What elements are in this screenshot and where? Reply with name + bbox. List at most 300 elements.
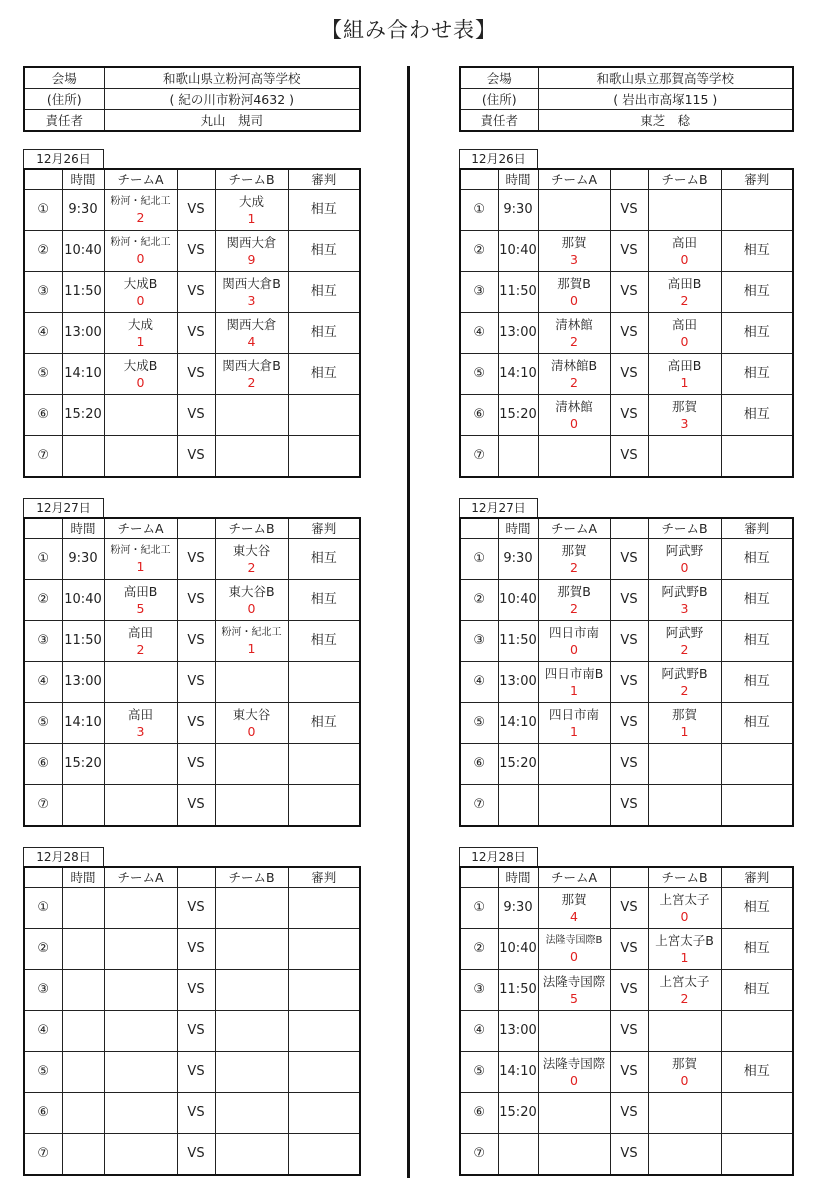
match-row <box>460 231 793 272</box>
match-number: ① <box>460 888 498 929</box>
header-team-b: チームB <box>648 867 721 888</box>
team-b-cell <box>215 436 288 478</box>
referee-cell: 相互 <box>721 354 793 395</box>
referee-cell: 相互 <box>288 190 360 231</box>
match-row <box>460 539 793 580</box>
team-a-cell <box>104 970 177 1011</box>
match-time: 11:50 <box>62 272 104 313</box>
referee-cell <box>288 785 360 827</box>
match-time: 13:00 <box>62 662 104 703</box>
match-row <box>24 395 360 436</box>
team-a-cell <box>104 703 177 744</box>
team-a-score: 1 <box>570 683 578 698</box>
team-a-score <box>539 799 610 814</box>
team-a-score: 0 <box>570 416 578 431</box>
team-a-cell <box>538 313 610 354</box>
match-time: 14:10 <box>498 1052 538 1093</box>
team-b-cell <box>215 662 288 703</box>
match-row <box>460 580 793 621</box>
match-time: 15:20 <box>62 744 104 785</box>
team-a-cell <box>538 231 610 272</box>
team-a-name: 清林館B <box>550 358 598 373</box>
team-b-score: 2 <box>680 293 689 308</box>
team-b-cell <box>648 436 721 478</box>
referee-cell <box>721 436 793 478</box>
team-b-score <box>216 758 288 773</box>
team-a-cell <box>538 1134 610 1176</box>
match-time: 9:30 <box>62 539 104 580</box>
team-b-score <box>649 204 721 219</box>
team-a-score <box>105 450 177 465</box>
vs-label: VS <box>610 395 648 436</box>
match-time <box>62 970 104 1011</box>
match-time: 14:10 <box>62 354 104 395</box>
team-b-cell <box>215 1134 288 1176</box>
venue-name: 和歌山県立粉河高等学校 <box>104 67 360 89</box>
team-b-name: 高田B <box>667 276 702 291</box>
match-time <box>62 785 104 827</box>
header-referee: 審判 <box>721 867 793 888</box>
vs-label: VS <box>177 313 215 354</box>
match-time: 10:40 <box>498 929 538 970</box>
venue-manager: 東芝 稔 <box>538 110 793 132</box>
match-number: ④ <box>460 1011 498 1052</box>
referee-cell: 相互 <box>288 231 360 272</box>
team-b-cell <box>215 621 288 662</box>
team-b-cell <box>215 539 288 580</box>
team-b-score <box>649 1025 721 1040</box>
match-number: ⑤ <box>24 703 62 744</box>
venue-name: 和歌山県立那賀高等学校 <box>538 67 793 89</box>
vs-label: VS <box>610 662 648 703</box>
referee-cell <box>721 1011 793 1052</box>
match-number: ② <box>24 929 62 970</box>
team-b-score <box>216 1148 288 1163</box>
address-label: (住所) <box>460 89 538 110</box>
match-time: 13:00 <box>62 313 104 354</box>
vs-label: VS <box>177 1052 215 1093</box>
match-time <box>498 785 538 827</box>
header-referee: 審判 <box>288 867 360 888</box>
address-label: (住所) <box>24 89 104 110</box>
team-b-cell <box>215 231 288 272</box>
header-no <box>24 169 62 190</box>
header-vs <box>177 518 215 539</box>
day-schedule-table <box>23 517 361 827</box>
team-a-cell <box>538 621 610 662</box>
referee-cell: 相互 <box>288 313 360 354</box>
team-b-score <box>649 1107 721 1122</box>
header-team-a: チームA <box>538 518 610 539</box>
team-a-name: 法隆寺国際 <box>542 1056 606 1071</box>
match-time: 13:00 <box>498 1011 538 1052</box>
team-a-cell <box>104 580 177 621</box>
team-b-score <box>216 1107 288 1122</box>
team-a-score: 0 <box>570 642 578 657</box>
header-referee: 審判 <box>721 169 793 190</box>
team-a-cell <box>538 888 610 929</box>
referee-cell: 相互 <box>721 888 793 929</box>
match-row <box>24 313 360 354</box>
team-a-name: 高田B <box>123 584 158 599</box>
day-schedule-table <box>23 168 361 478</box>
team-b-score <box>216 1025 288 1040</box>
team-b-cell <box>648 231 721 272</box>
team-b-name: 上宮太子 <box>659 974 710 989</box>
vs-label: VS <box>177 703 215 744</box>
team-b-cell <box>215 785 288 827</box>
match-number: ⑦ <box>460 785 498 827</box>
header-vs <box>610 867 648 888</box>
match-row <box>24 785 360 827</box>
match-row <box>24 190 360 231</box>
team-b-name: 上宮太子B <box>655 933 714 948</box>
referee-cell: 相互 <box>721 662 793 703</box>
team-b-name: 阿武野B <box>661 584 708 599</box>
team-b-score: 1 <box>247 640 256 656</box>
referee-cell <box>288 1011 360 1052</box>
header-no <box>24 867 62 888</box>
team-b-score: 0 <box>247 724 256 739</box>
referee-cell <box>288 744 360 785</box>
team-b-score <box>216 450 288 465</box>
team-a-score: 2 <box>570 334 578 349</box>
team-b-score: 0 <box>680 334 689 349</box>
team-b-name: 関西大倉 <box>226 235 277 250</box>
referee-cell: 相互 <box>721 539 793 580</box>
vs-label: VS <box>610 621 648 662</box>
team-a-name: 粉河・紀北工 <box>110 195 171 207</box>
match-number: ⑦ <box>24 436 62 478</box>
match-time <box>62 888 104 929</box>
match-number: ④ <box>24 1011 62 1052</box>
team-a-cell <box>104 1011 177 1052</box>
referee-cell: 相互 <box>721 580 793 621</box>
header-team-a: チームA <box>104 518 177 539</box>
team-b-name: 東大谷 <box>232 543 271 558</box>
match-row <box>24 744 360 785</box>
vs-label: VS <box>177 888 215 929</box>
match-row <box>460 1011 793 1052</box>
referee-cell <box>721 785 793 827</box>
match-time: 10:40 <box>498 231 538 272</box>
team-a-name: 四日市南 <box>548 707 599 722</box>
referee-cell: 相互 <box>721 703 793 744</box>
match-time <box>62 1052 104 1093</box>
match-row <box>460 744 793 785</box>
match-number: ① <box>24 539 62 580</box>
vs-label: VS <box>177 436 215 478</box>
match-row <box>460 1052 793 1093</box>
team-b-cell <box>215 744 288 785</box>
venue-address: ( 紀の川市粉河4632 ) <box>104 89 360 110</box>
team-b-cell <box>648 1093 721 1134</box>
team-a-cell <box>538 272 610 313</box>
team-b-score <box>649 799 721 814</box>
team-a-cell <box>104 190 177 231</box>
team-b-score: 3 <box>247 293 256 308</box>
team-a-name: 粉河・紀北工 <box>110 544 171 556</box>
match-row <box>24 621 360 662</box>
team-a-score <box>539 1107 610 1122</box>
team-a-cell <box>538 703 610 744</box>
referee-cell <box>288 1134 360 1176</box>
vs-label: VS <box>610 272 648 313</box>
header-vs <box>177 867 215 888</box>
referee-cell: 相互 <box>721 1052 793 1093</box>
team-a-cell <box>104 1093 177 1134</box>
match-time: 13:00 <box>498 662 538 703</box>
team-b-cell <box>215 1011 288 1052</box>
match-row <box>24 1093 360 1134</box>
header-referee: 審判 <box>288 518 360 539</box>
team-b-cell <box>648 272 721 313</box>
team-b-name: 那賀 <box>671 1056 697 1071</box>
team-b-score <box>216 409 288 424</box>
team-b-name: 関西大倉B <box>222 358 281 373</box>
referee-cell: 相互 <box>721 395 793 436</box>
header-time: 時間 <box>62 169 104 190</box>
match-number: ① <box>24 888 62 929</box>
referee-cell <box>288 436 360 478</box>
referee-cell <box>288 929 360 970</box>
team-b-score: 2 <box>247 375 256 390</box>
team-b-score <box>216 1066 288 1081</box>
referee-cell: 相互 <box>721 970 793 1011</box>
team-a-score <box>105 1025 177 1040</box>
referee-cell <box>721 190 793 231</box>
match-row <box>24 580 360 621</box>
team-a-score: 3 <box>570 252 578 267</box>
match-number: ⑦ <box>24 785 62 827</box>
match-number: ③ <box>24 272 62 313</box>
day-date-label: 12月27日 <box>459 498 538 517</box>
team-b-cell <box>215 354 288 395</box>
match-time <box>498 436 538 478</box>
referee-cell: 相互 <box>721 929 793 970</box>
match-number: ⑤ <box>24 354 62 395</box>
match-time: 11:50 <box>62 621 104 662</box>
team-a-score <box>105 1107 177 1122</box>
team-b-score <box>216 676 288 691</box>
referee-cell: 相互 <box>721 313 793 354</box>
match-number: ③ <box>460 970 498 1011</box>
header-vs <box>177 169 215 190</box>
match-row <box>460 662 793 703</box>
team-b-cell <box>648 621 721 662</box>
vs-label: VS <box>177 662 215 703</box>
venue-table-left <box>23 66 361 132</box>
team-b-cell <box>215 272 288 313</box>
vs-label: VS <box>177 190 215 231</box>
team-b-score: 0 <box>680 252 689 267</box>
header-no <box>460 518 498 539</box>
match-time: 15:20 <box>62 395 104 436</box>
match-time: 10:40 <box>498 580 538 621</box>
day-date-label: 12月27日 <box>23 498 104 517</box>
referee-cell: 相互 <box>288 621 360 662</box>
team-a-cell <box>538 395 610 436</box>
day-schedule-table <box>459 517 794 827</box>
vs-label: VS <box>610 1134 648 1176</box>
team-a-cell <box>538 970 610 1011</box>
match-row <box>460 272 793 313</box>
team-b-cell <box>648 929 721 970</box>
team-a-cell <box>538 436 610 478</box>
team-a-cell <box>538 1052 610 1093</box>
match-time: 15:20 <box>498 1093 538 1134</box>
vs-label: VS <box>177 744 215 785</box>
team-a-score: 0 <box>136 250 145 266</box>
match-number: ⑤ <box>460 703 498 744</box>
team-b-score: 2 <box>680 642 689 657</box>
header-referee: 審判 <box>288 169 360 190</box>
match-number: ⑤ <box>460 354 498 395</box>
team-a-score: 5 <box>136 601 145 616</box>
team-b-score: 1 <box>247 211 256 226</box>
match-row <box>24 354 360 395</box>
match-row <box>460 785 793 827</box>
header-team-b: チームB <box>215 518 288 539</box>
team-b-cell <box>648 703 721 744</box>
team-b-score: 0 <box>247 601 256 616</box>
vs-label: VS <box>177 580 215 621</box>
team-a-score <box>105 1066 177 1081</box>
match-time: 9:30 <box>498 539 538 580</box>
team-a-score <box>105 984 177 999</box>
team-a-name: 四日市南 <box>548 625 599 640</box>
team-a-score: 2 <box>570 560 578 575</box>
header-team-b: チームB <box>648 169 721 190</box>
team-a-score <box>539 1148 610 1163</box>
match-time <box>62 1134 104 1176</box>
match-number: ③ <box>24 621 62 662</box>
header-team-b: チームB <box>648 518 721 539</box>
team-a-score <box>105 902 177 917</box>
team-b-name: 阿武野 <box>665 543 704 558</box>
match-time: 11:50 <box>498 621 538 662</box>
team-b-name: 関西大倉 <box>226 317 277 332</box>
team-b-cell <box>648 662 721 703</box>
venue-manager: 丸山 規司 <box>104 110 360 132</box>
match-number: ② <box>460 231 498 272</box>
team-a-score <box>539 450 610 465</box>
team-a-cell <box>538 929 610 970</box>
referee-cell: 相互 <box>721 231 793 272</box>
team-a-score: 2 <box>570 601 578 616</box>
referee-cell <box>288 662 360 703</box>
team-a-name: 大成B <box>123 276 158 291</box>
referee-cell <box>288 888 360 929</box>
vs-label: VS <box>177 929 215 970</box>
page-title: 【組み合わせ表】 <box>321 18 497 42</box>
header-vs <box>610 169 648 190</box>
team-b-score <box>649 758 721 773</box>
team-a-cell <box>538 190 610 231</box>
team-a-name: 那賀 <box>561 543 587 558</box>
vs-label: VS <box>610 539 648 580</box>
header-time: 時間 <box>62 867 104 888</box>
vs-label: VS <box>610 190 648 231</box>
team-a-name: 清林館 <box>555 317 593 332</box>
team-a-score: 0 <box>136 293 145 308</box>
match-row <box>24 703 360 744</box>
match-number: ④ <box>460 313 498 354</box>
team-b-score <box>216 943 288 958</box>
header-time: 時間 <box>62 518 104 539</box>
match-number: ② <box>460 929 498 970</box>
team-a-cell <box>104 395 177 436</box>
team-b-cell <box>215 1052 288 1093</box>
header-no <box>24 518 62 539</box>
team-b-name: 高田 <box>671 235 697 250</box>
team-a-score: 3 <box>136 724 145 739</box>
team-a-cell <box>104 888 177 929</box>
venue-label: 会場 <box>460 67 538 89</box>
team-b-name: 阿武野 <box>665 625 704 640</box>
vs-label: VS <box>610 580 648 621</box>
match-number: ⑥ <box>24 1093 62 1134</box>
match-row <box>24 929 360 970</box>
team-a-cell <box>538 744 610 785</box>
team-a-name: 那賀B <box>557 584 591 599</box>
vs-label: VS <box>610 1052 648 1093</box>
match-time: 9:30 <box>498 190 538 231</box>
team-a-cell <box>104 436 177 478</box>
match-number: ⑦ <box>460 1134 498 1176</box>
team-b-name: 高田 <box>671 317 697 332</box>
match-row <box>460 888 793 929</box>
team-b-score: 0 <box>680 560 689 575</box>
match-number: ⑤ <box>460 1052 498 1093</box>
team-a-name: 清林館 <box>555 399 593 414</box>
team-a-name: 四日市南B <box>544 666 604 681</box>
referee-cell: 相互 <box>288 272 360 313</box>
vs-label: VS <box>177 231 215 272</box>
header-team-b: チームB <box>215 169 288 190</box>
match-time <box>62 1093 104 1134</box>
team-b-score: 1 <box>680 950 689 965</box>
match-time <box>62 1011 104 1052</box>
vs-label: VS <box>610 354 648 395</box>
vs-label: VS <box>177 970 215 1011</box>
day-date-label: 12月26日 <box>23 149 104 168</box>
team-a-cell <box>538 785 610 827</box>
team-b-score: 0 <box>680 1073 689 1088</box>
match-row <box>460 621 793 662</box>
manager-label: 責任者 <box>24 110 104 132</box>
match-time: 9:30 <box>62 190 104 231</box>
header-no <box>460 169 498 190</box>
team-b-cell <box>215 395 288 436</box>
match-row <box>24 272 360 313</box>
team-b-name: 関西大倉B <box>222 276 281 291</box>
vs-label: VS <box>610 785 648 827</box>
match-row <box>460 703 793 744</box>
day-schedule-table <box>459 168 794 478</box>
referee-cell <box>288 970 360 1011</box>
team-b-name: 那賀 <box>671 707 697 722</box>
team-b-score: 0 <box>680 909 689 924</box>
team-b-name: 高田B <box>667 358 702 373</box>
referee-cell: 相互 <box>721 272 793 313</box>
referee-cell <box>288 395 360 436</box>
vs-label: VS <box>610 436 648 478</box>
team-a-cell <box>538 1093 610 1134</box>
team-b-cell <box>215 313 288 354</box>
match-row <box>24 539 360 580</box>
header-time: 時間 <box>498 867 538 888</box>
